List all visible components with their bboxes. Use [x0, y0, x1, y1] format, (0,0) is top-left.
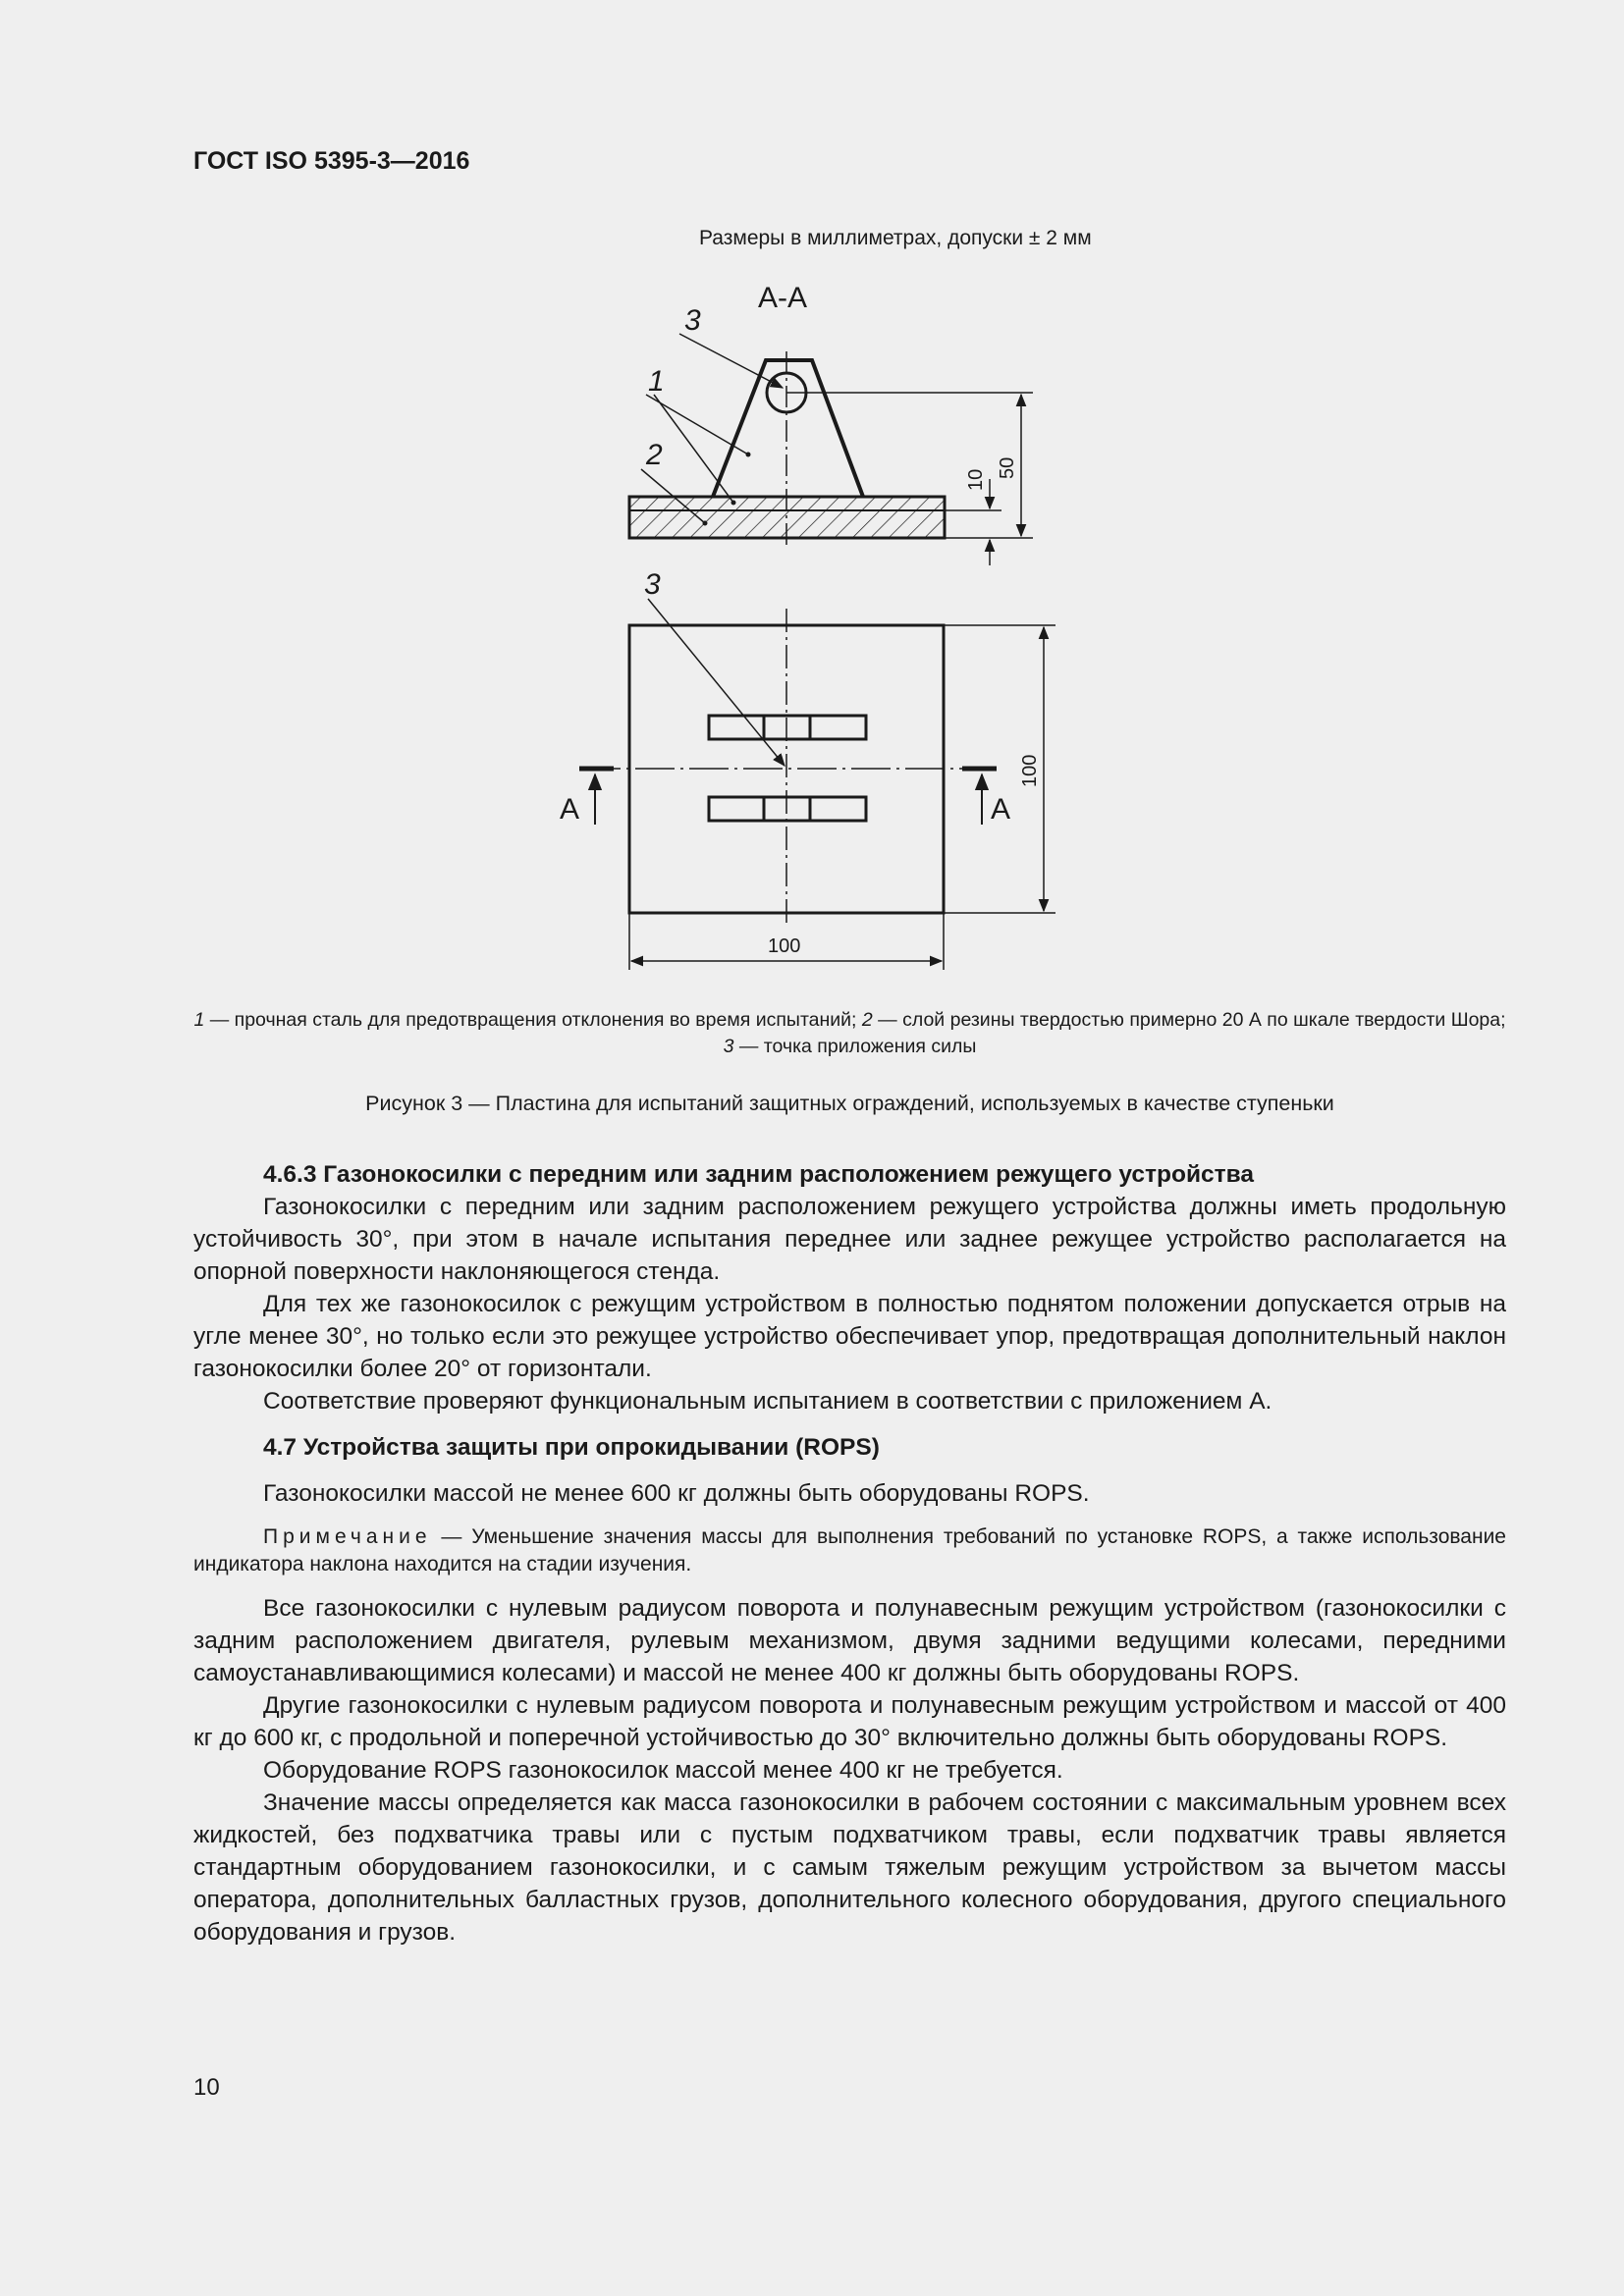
callout-3b-label: 3 [644, 568, 661, 601]
heading-4-6-3: 4.6.3 Газонокосилки с передним или задним расположением режущего устройства [263, 1161, 1255, 1188]
heading-4-7: 4.7 Устройства защиты при опрокидывании (ROPS) [263, 1434, 880, 1461]
dim-100-h-label: 100 [768, 935, 801, 957]
note-text: — Уменьшение значения массы для выполнения требований по установке ROPS, а также использование индикатора наклона находится на стадии изучения. [193, 1525, 1506, 1575]
dim-100-v-label: 100 [1019, 754, 1041, 787]
legend-t1: — прочная сталь для предотвращения отклонения во время испытаний; [204, 1009, 862, 1031]
steel-support [713, 360, 863, 497]
callout-1-dot-a [746, 453, 751, 457]
callout-2-label: 2 [646, 439, 663, 471]
cut-label-right: А [991, 793, 1011, 826]
legend-t2: — слой резины твердостью примерно 20 А по шкале твердости Шора; [872, 1009, 1506, 1031]
legend-n1: 1 [193, 1009, 205, 1031]
note-label: Примечание [263, 1525, 432, 1548]
paragraph: Другие газонокосилки с нулевым радиусом поворота и полунавесным режущим устройством и массой от 400 кг до 600 кг, с продольной и поперечной устойчивостью до 30° включительно должны быть оборудованы ROPS. [193, 1692, 1506, 1751]
dim-10-label: 10 [965, 468, 987, 491]
body-text [193, 1158, 1506, 1949]
paragraph: Для тех же газонокосилок с режущим устройством в полностью поднятом положении допускается отрыв на угле менее 30°, но только если это режущее устройство обеспечивает упор, предотвращая дополнительный наклон газонокосилки более 20° от горизонтали. [193, 1291, 1506, 1382]
paragraph: Газонокосилки с передним или задним расположением режущего устройства должны иметь продольную устойчивость 30°, при этом в начале испытания переднее или заднее режущее устройство располагается на опорной поверхности наклоняющегося стенда. [193, 1194, 1506, 1285]
callout-2-dot [703, 521, 708, 526]
legend-t3: — точка приложения силы [733, 1036, 977, 1057]
cut-label-left: А [560, 793, 580, 826]
callout-3-label: 3 [684, 304, 701, 337]
dim-50-label: 50 [997, 456, 1018, 479]
document-header: ГОСТ ISO 5395-3—2016 [193, 147, 470, 175]
callout-1-label: 1 [648, 365, 665, 398]
technical-drawing [0, 0, 1624, 991]
figure-legend [193, 1007, 1506, 1060]
slot-top [709, 716, 866, 739]
dimensions-note: Размеры в миллиметрах, допуски ± 2 мм [699, 227, 1092, 249]
section-label: А-А [758, 282, 808, 314]
legend-n2: 2 [861, 1009, 873, 1031]
callout-1-leader-b [654, 395, 733, 503]
paragraph: Оборудование ROPS газонокосилок массой менее 400 кг не требуется. [263, 1757, 1063, 1784]
slot-bottom [709, 797, 866, 821]
paragraph: Газонокосилки массой не менее 600 кг должны быть оборудованы ROPS. [263, 1480, 1090, 1507]
legend-n3: 3 [723, 1036, 734, 1057]
paragraph: Соответствие проверяют функциональным испытанием в соответствии с приложением А. [263, 1388, 1272, 1415]
paragraph: Значение массы определяется как масса газонокосилки в рабочем состоянии с максимальным уровнем всех жидкостей, без подхватчика травы или с пустым подхватчиком травы, если подхватчик травы является стандартным оборудованием газонокосилки, и с самым тяжелым режущим устройством за вычетом массы оператора, дополнительных балластных грузов, дополнительного колесного оборудования, другого специального оборудования и грузов. [193, 1789, 1506, 1946]
page-number: 10 [193, 2074, 220, 2101]
paragraph: Все газонокосилки с нулевым радиусом поворота и полунавесным режущим устройством (газонокосилки с задним расположением двигателя, рулевым механизмом, двумя задними ведущими колесами, передними самоустанавливающимися колесами) и массой не менее 400 кг должны быть оборудованы ROPS. [193, 1595, 1506, 1686]
note [193, 1523, 1506, 1578]
figure-caption: Рисунок 3 — Пластина для испытаний защитных ограждений, используемых в качестве ступеньки [365, 1092, 1334, 1115]
callout-1-dot-b [731, 501, 736, 506]
